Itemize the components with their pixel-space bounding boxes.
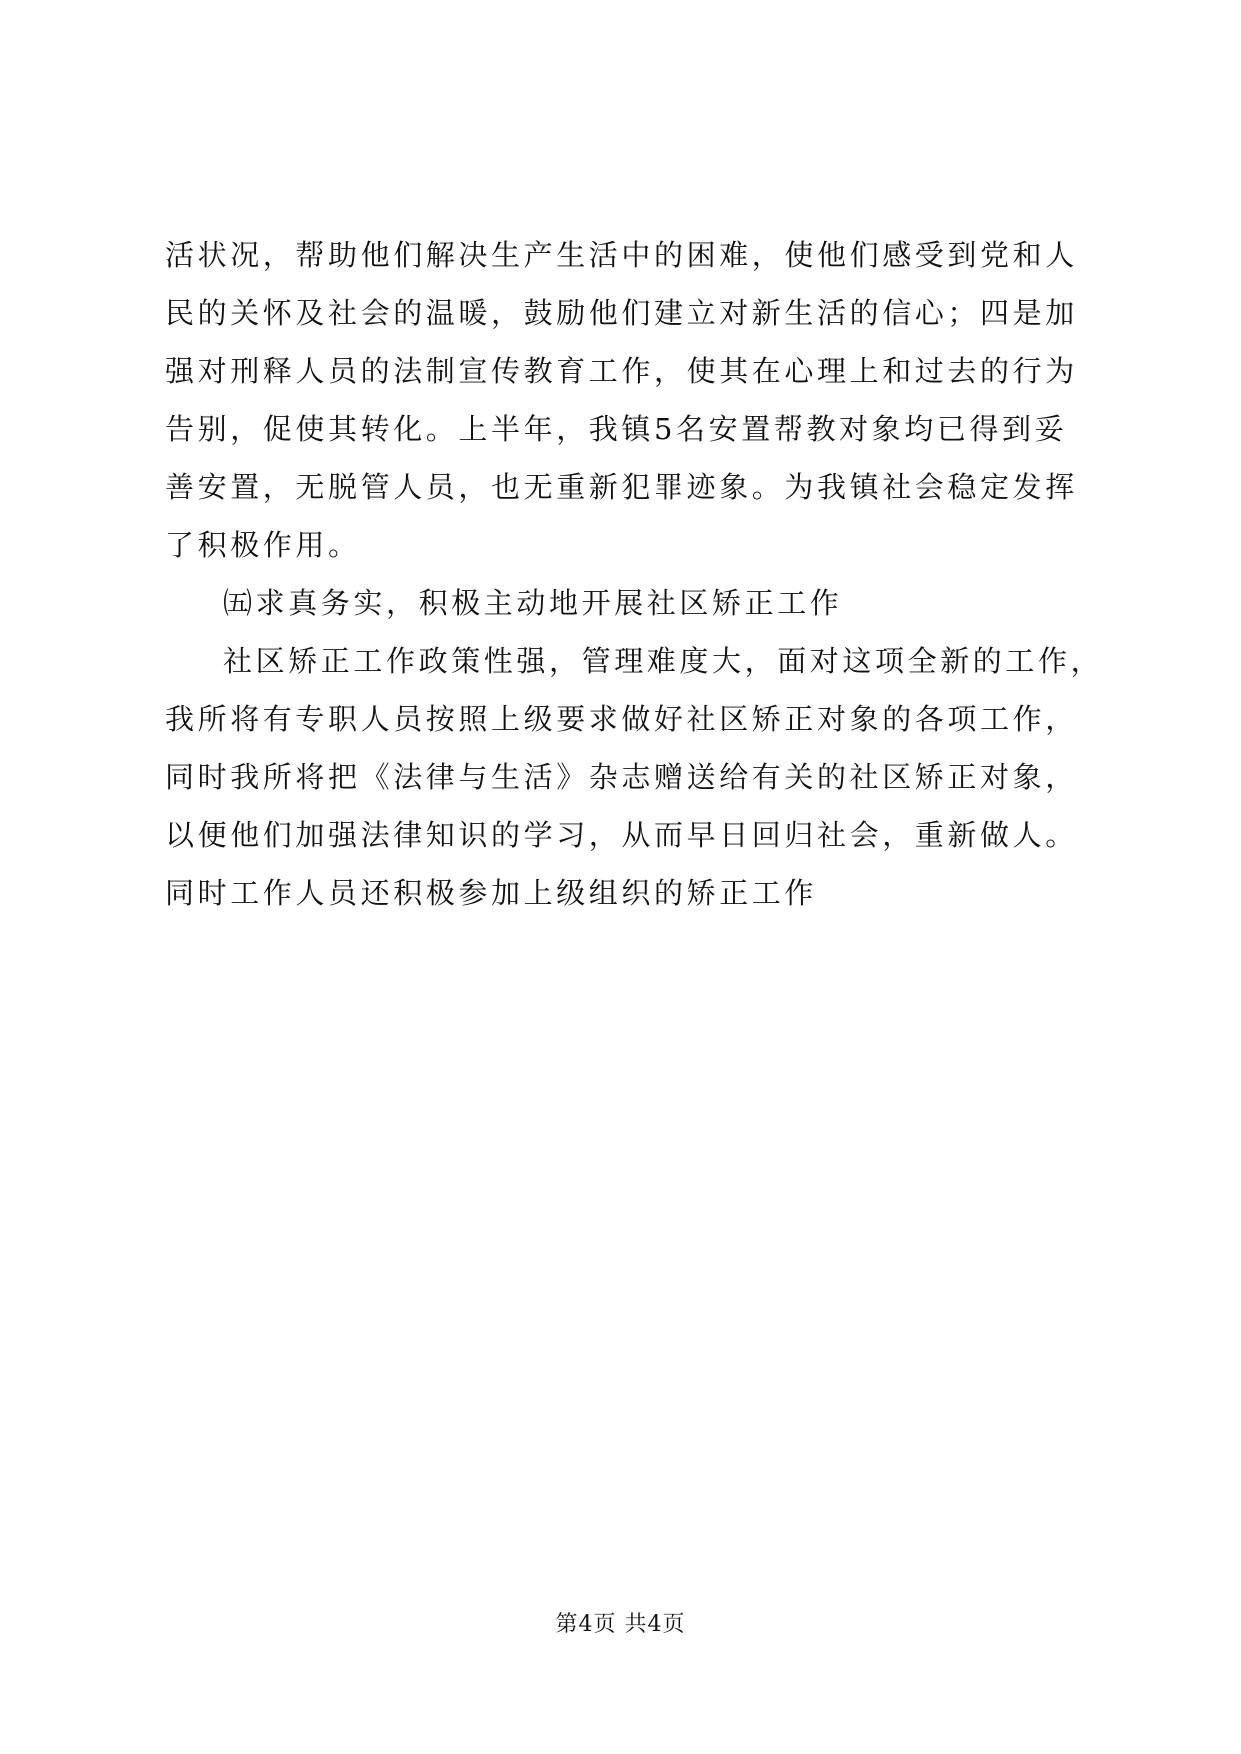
- paragraph-line: 社区矫正工作政策性强，管理难度大，面对这项全新的工作，: [223, 644, 1104, 678]
- paragraph-line: 以便他们加强法律知识的学习，从而早日回归社会，重新做人。: [165, 818, 1078, 852]
- paragraph-line: 同时工作人员还积极参加上级组织的矫正工作: [165, 876, 818, 910]
- paragraph-line: 民的关怀及社会的温暖，鼓励他们建立对新生活的信心；四是加: [165, 296, 1078, 330]
- paragraph-line: 善安置，无脱管人员，也无重新犯罪迹象。为我镇社会稳定发挥: [165, 470, 1078, 504]
- paragraph-line: 强对刑释人员的法制宣传教育工作，使其在心理上和过去的行为: [165, 354, 1078, 388]
- paragraph-line: 告别，促使其转化。上半年，我镇5名安置帮教对象均已得到妥: [165, 412, 1068, 446]
- page-footer: 第4页 共4页: [555, 1612, 686, 1637]
- section-heading: ㈤求真务实，积极主动地开展社区矫正工作: [223, 586, 843, 620]
- paragraph-line: 我所将有专职人员按照上级要求做好社区矫正对象的各项工作，: [165, 702, 1078, 736]
- paragraph-line: 同时我所将把《法律与生活》杂志赠送给有关的社区矫正对象，: [165, 760, 1078, 794]
- body-text: [165, 226, 1104, 922]
- paragraph-line: 了积极作用。: [165, 528, 361, 562]
- paragraph-line: 活状况，帮助他们解决生产生活中的困难，使他们感受到党和人: [165, 238, 1078, 272]
